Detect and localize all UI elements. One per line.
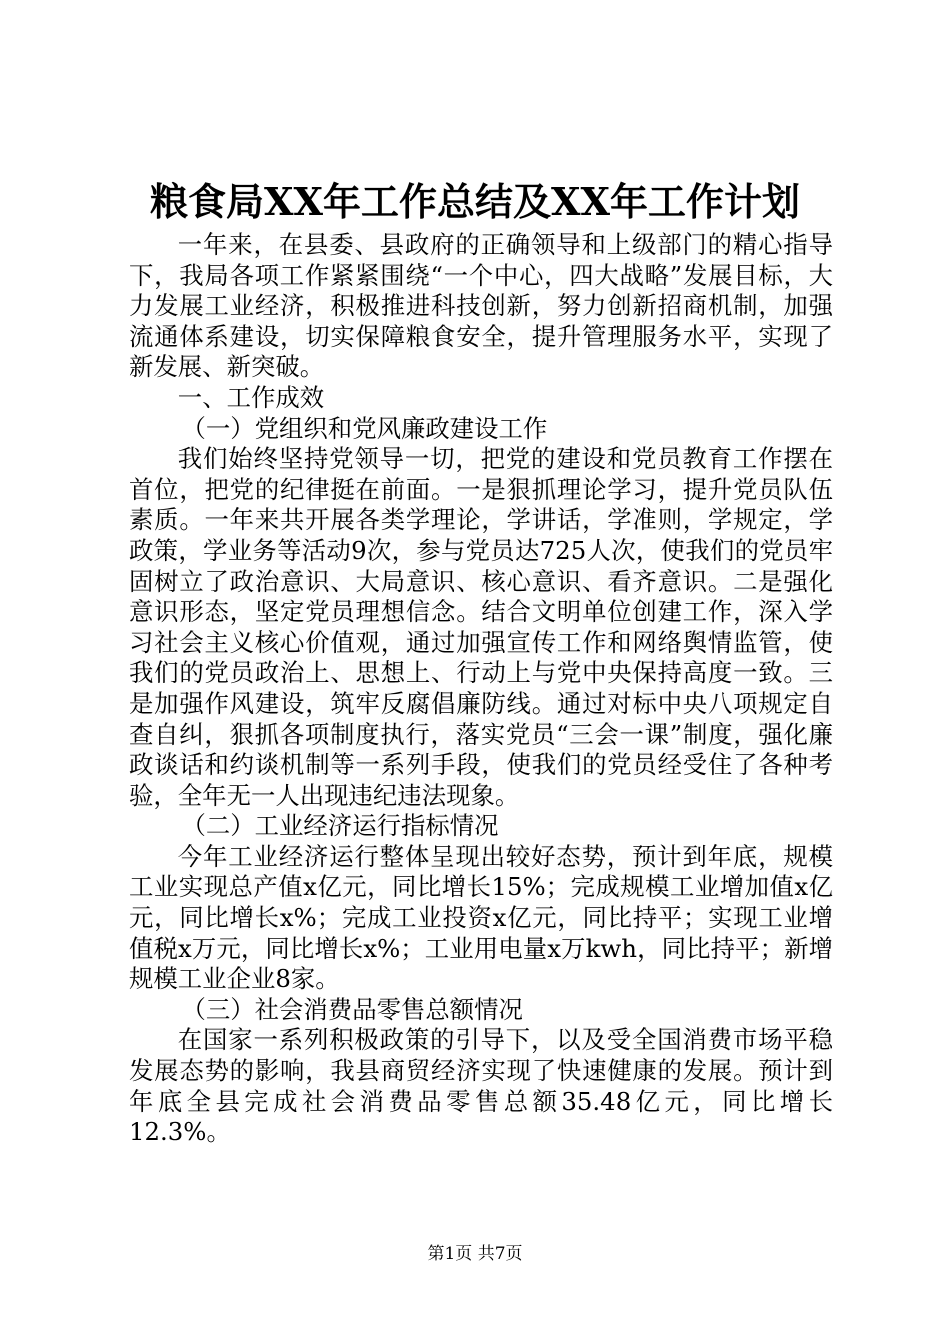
- subsection-heading-industrial-economy: （二）工业经济运行指标情况: [181, 811, 499, 841]
- party-building-paragraph: 我们始终坚持党领导一切，把党的建设和党员教育工作摆在首位，把党的纪律挺在前面。一是狠抓理论学习，提升党员队伍素质。一年来共开展各类学理论，学讲话，学准则，学规定，学政策，学业务等活动9次，参与党员达725人次，使我们的党员牢固树立了政治意识、大局意识、核心意识、看齐意识。二是强化意识形态，坚定党员理想信念。结合文明单位创建工作，深入学习社会主义核心价值观，通过加强宣传工作和网络舆情监管，使我们的党员政治上、思想上、行动上与党中央保持高度一致。三是加强作风建设，筑牢反腐倡廉防线。通过对标中央八项规定自查自纠，狠抓各项制度执行，落实党员“三会一课”制度，强化廉政谈话和约谈机制等一系列手段，使我们的党员经受住了各种考验，全年无一人出现违纪违法现象。: [129, 444, 833, 810]
- subsection-heading-party-building: （一）党组织和党风廉政建设工作: [181, 413, 548, 443]
- industrial-economy-paragraph: 今年工业经济运行整体呈现出较好态势，预计到年底，规模工业实现总产值x亿元，同比增长15%；完成规模工业增加值x亿元，同比增长x%；完成工业投资x亿元，同比持平；实现工业增值税x万元，同比增长x%；工业用电量x万kwh，同比持平；新增规模工业企业8家。: [129, 841, 833, 994]
- subsection-heading-retail-sales: （三）社会消费品零售总额情况: [181, 994, 523, 1024]
- page-number-footer: 第1页 共7页: [427, 1244, 523, 1264]
- document-body: [129, 230, 833, 1148]
- section-heading-achievements: 一、工作成效: [177, 382, 325, 412]
- retail-sales-paragraph: 在国家一系列积极政策的引导下，以及受全国消费市场平稳发展态势的影响，我县商贸经济实现了快速健康的发展。预计到年底全县完成社会消费品零售总额35.48亿元，同比增长12.3%。: [129, 1025, 833, 1147]
- document-title: 粮食局XX年工作总结及XX年工作计划: [150, 179, 800, 224]
- intro-paragraph: 一年来，在县委、县政府的正确领导和上级部门的精心指导下，我局各项工作紧紧围绕“一个中心，四大战略”发展目标，大力发展工业经济，积极推进科技创新，努力创新招商机制，加强流通体系建设，切实保障粮食安全，提升管理服务水平，实现了新发展、新突破。: [129, 230, 833, 382]
